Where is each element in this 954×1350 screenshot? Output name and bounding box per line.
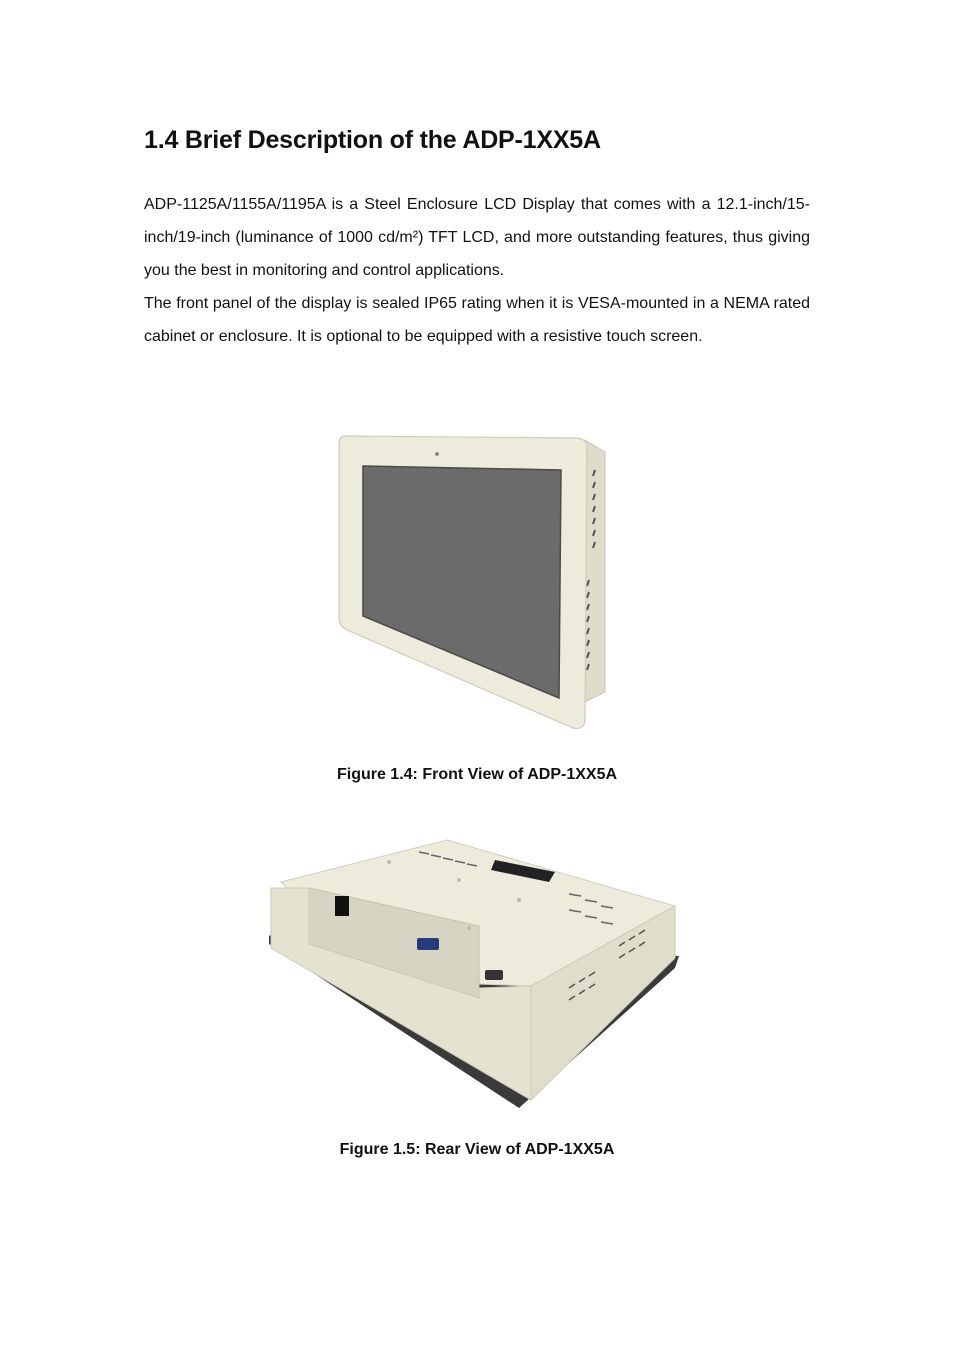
figure-caption-rear: Figure 1.5: Rear View of ADP-1XX5A — [339, 1141, 615, 1158]
figure-front-view — [0, 430, 954, 735]
section-heading: 1.4 Brief Description of the ADP-1XX5A — [144, 126, 601, 154]
front-view-image — [337, 430, 617, 735]
figure-rear-view — [0, 838, 954, 1110]
rear-view-image — [269, 838, 685, 1110]
figure-caption-front: Figure 1.4: Front View of ADP-1XX5A — [336, 766, 618, 783]
paragraph-2: The front panel of the display is sealed IP65 rating when it is VESA-mounted in a NEMA rated cabinet or enclosure. It is optional to be equipped with a resistive touch screen. — [144, 295, 810, 345]
paragraph-1: ADP-1125A/1155A/1195A is a Steel Enclosure LCD Display that comes with a 12.1-inch/15-inch/19-inch (luminance of 1000 cd/m²) TFT LCD, and more outstanding features, thus giving you the best in monitoring and control applications. — [144, 196, 810, 279]
section-body — [144, 188, 810, 353]
